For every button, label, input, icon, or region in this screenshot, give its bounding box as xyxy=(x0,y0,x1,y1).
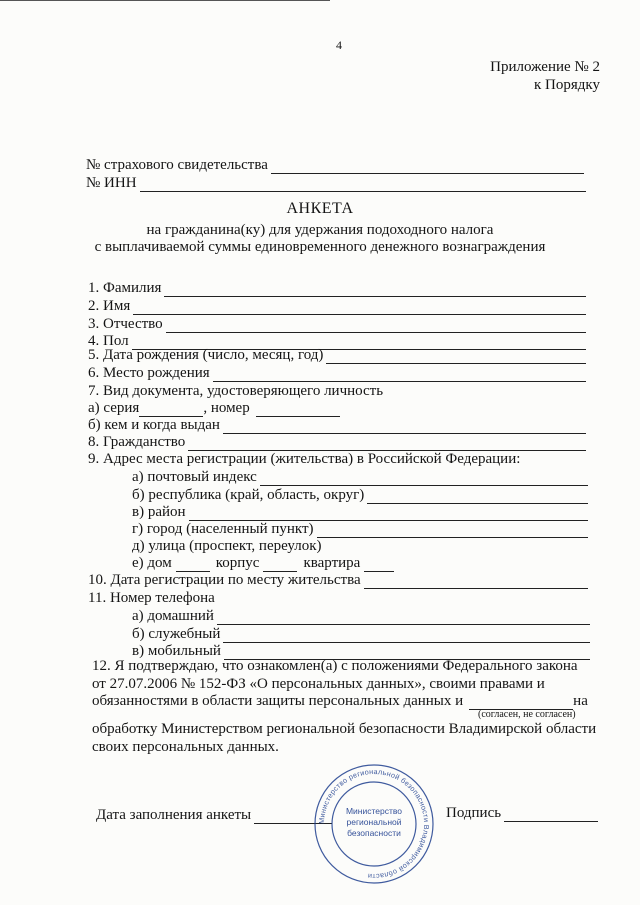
consent-choice-field[interactable] xyxy=(469,695,573,710)
surname-label: 1. Фамилия xyxy=(88,280,162,296)
house-row xyxy=(132,554,432,572)
inn-field[interactable] xyxy=(140,177,586,192)
inn-label: № ИНН xyxy=(86,175,137,191)
signature-row xyxy=(446,804,598,822)
building-field[interactable] xyxy=(263,557,297,572)
id-series-number-row xyxy=(88,399,388,417)
house-label: е) дом xyxy=(132,555,172,571)
home-phone-row xyxy=(132,607,590,625)
insurance-cert-label: № страхового свидетельства xyxy=(86,157,268,173)
signature-field[interactable] xyxy=(504,807,598,822)
consent-line-1: 12. Я подтверждаю, что ознакомлен(а) с положениями Федерального закона xyxy=(92,658,578,674)
signature-label: Подпись xyxy=(446,805,502,821)
birthdate-row xyxy=(88,346,586,364)
id-number-field[interactable] xyxy=(256,402,340,417)
work-phone-label: б) служебный xyxy=(132,626,221,642)
mobile-phone-label: в) мобильный xyxy=(132,643,221,659)
registration-date-field[interactable] xyxy=(364,574,588,589)
address-heading: 9. Адрес места регистрации (жительства) в Российской Федерации: xyxy=(88,451,521,467)
name-label: 2. Имя xyxy=(88,298,131,314)
id-document-label: 7. Вид документа, удостоверяющего личность xyxy=(88,383,384,399)
registration-date-row xyxy=(88,571,588,589)
birthdate-label: 5. Дата рождения (число, месяц, год) xyxy=(88,347,324,363)
home-phone-label: а) домашний xyxy=(132,608,214,624)
phone-heading: 11. Номер телефона xyxy=(88,590,215,606)
consent-line-3-end: на xyxy=(573,693,588,709)
street-row xyxy=(132,537,588,555)
city-label: г) город (населенный пункт) xyxy=(132,521,314,537)
id-series-field[interactable] xyxy=(139,402,203,417)
building-label: корпус xyxy=(215,555,260,571)
postal-code-field[interactable] xyxy=(260,471,588,486)
consent-line-3-row xyxy=(92,692,592,710)
citizenship-row xyxy=(88,433,586,451)
birthplace-field[interactable] xyxy=(213,367,586,382)
stamp-ring-text: Министерство региональной безопасности Владимирской области xyxy=(316,766,432,882)
region-field[interactable] xyxy=(367,489,588,504)
registration-date-label: 10. Дата регистрации по месту жительства xyxy=(88,572,361,588)
patronymic-row xyxy=(88,315,586,333)
apartment-label: квартира xyxy=(303,555,361,571)
id-issued-label: б) кем и когда выдан xyxy=(88,417,220,433)
birthplace-label: 6. Место рождения xyxy=(88,365,210,381)
appendix-line-2: к Порядку xyxy=(534,77,600,93)
id-issued-field[interactable] xyxy=(223,419,586,434)
id-number-label: , номер xyxy=(203,400,250,416)
page-number: 4 xyxy=(336,38,342,52)
patronymic-label: 3. Отчество xyxy=(88,316,163,332)
official-stamp xyxy=(312,762,436,886)
name-row xyxy=(88,297,586,315)
surname-row xyxy=(88,279,586,297)
work-phone-row xyxy=(132,625,590,643)
apartment-field[interactable] xyxy=(364,557,394,572)
consent-line-4: обработку Министерством региональной безопасности Владимирской области xyxy=(92,721,597,737)
surname-field[interactable] xyxy=(164,282,586,297)
gender-label: 4. Пол xyxy=(88,333,129,349)
citizenship-label: 8. Гражданство xyxy=(88,434,186,450)
street-label: д) улица (проспект, переулок) xyxy=(132,538,322,554)
stamp-inner-line-3: безопасности xyxy=(347,828,401,838)
appendix-reference xyxy=(490,58,600,94)
postal-code-label: а) почтовый индекс xyxy=(132,469,257,485)
consent-line-3: обязанностями в области защиты персональных данных и xyxy=(92,693,464,709)
insurance-cert-row xyxy=(86,156,584,174)
fill-date-label: Дата заполнения анкеты xyxy=(96,807,252,823)
region-row xyxy=(132,486,588,504)
district-row xyxy=(132,503,588,521)
home-phone-field[interactable] xyxy=(217,610,590,625)
phone-heading-row xyxy=(88,589,588,607)
citizenship-field[interactable] xyxy=(188,436,586,451)
consent-choice-caption: (согласен, не согласен) xyxy=(478,709,576,720)
id-series-label: а) серия xyxy=(88,400,140,416)
city-row xyxy=(132,520,588,538)
appendix-line-1: Приложение № 2 xyxy=(490,59,600,75)
patronymic-field[interactable] xyxy=(166,318,586,333)
work-phone-field[interactable] xyxy=(223,628,590,643)
form-title: АНКЕТА xyxy=(286,200,354,217)
form-subtitle-2: с выплачиваемой суммы единовременного денежного вознаграждения xyxy=(94,239,546,255)
address-heading-row xyxy=(88,450,588,468)
house-field[interactable] xyxy=(176,557,210,572)
inn-row xyxy=(86,174,586,192)
form-subtitle-1: на гражданина(ку) для удержания подоходного налога xyxy=(146,222,494,238)
district-label: в) район xyxy=(132,504,186,520)
city-field[interactable] xyxy=(317,523,588,538)
fill-date-row xyxy=(96,806,332,824)
birthdate-field[interactable] xyxy=(326,349,586,364)
id-document-row xyxy=(88,382,586,400)
stamp-inner-line-2: региональной xyxy=(346,817,402,827)
top-edge-line xyxy=(0,0,330,1)
birthplace-row xyxy=(88,364,586,382)
region-label: б) республика (край, область, округ) xyxy=(132,487,365,503)
stamp-inner-line-1: Министерство xyxy=(345,806,403,816)
district-field[interactable] xyxy=(189,506,588,521)
insurance-cert-field[interactable] xyxy=(271,159,584,174)
id-issued-row xyxy=(88,416,586,434)
consent-line-2: от 27.07.2006 № 152-ФЗ «О персональных данных», своими правами и xyxy=(92,676,545,692)
name-field[interactable] xyxy=(133,300,586,315)
consent-line-5: своих персональных данных. xyxy=(92,739,279,755)
postal-code-row xyxy=(132,468,588,486)
